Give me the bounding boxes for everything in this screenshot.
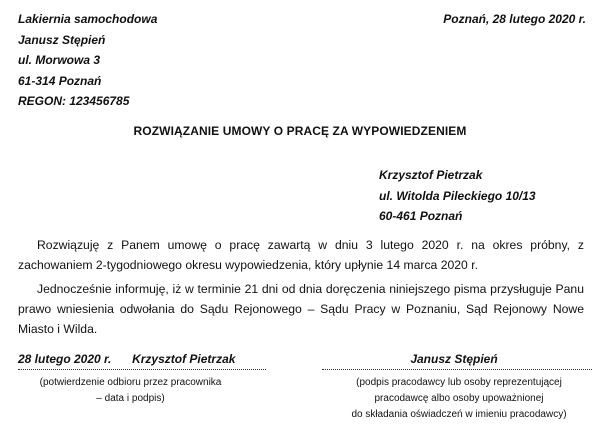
body-paragraph-2: Jednocześnie informuję, iż w terminie 21 dni od dnia doręczenia niniejszego pisma przysługuje Panu prawo wniesienia odwołania do Sądu Rejonowego – Sądu Pracy w Poznaniu, Sąd Rejonowy Nowe Miasto i Wilda. [18, 282, 584, 336]
employee-signature-name: Krzysztof Pietrzak [132, 352, 236, 366]
employer-note-line-3: do składania oświadczeń w imieniu pracodawcy) [351, 409, 567, 420]
sender-regon: REGON: 123456785 [18, 94, 130, 108]
document-title: ROZWIĄZANIE UMOWY O PRACĘ ZA WYPOWIEDZENIEM [133, 124, 467, 138]
employer-note-line-2: pracodawcę albo osoby upoważnionej [374, 393, 544, 404]
employee-signature [18, 352, 235, 366]
employer-note-line-1: (podpis pracodawcy lub osoby reprezentującej [356, 377, 562, 388]
employee-note-line-2: – data i podpis) [96, 393, 165, 404]
place-date: Poznań, 28 lutego 2020 r. [443, 12, 586, 26]
sender-owner: Janusz Stępień [18, 32, 106, 47]
letter-body [18, 235, 584, 343]
employee-signature-note [18, 375, 243, 407]
employee-signature-line [18, 369, 266, 370]
sender-city: 61-314 Poznań [18, 73, 102, 88]
body-paragraph-1: Rozwiązuję z Panem umowę o pracę zawartą w dniu 3 lutego 2020 r. na okres próbny, z zachowaniem 2-tygodniowego okresu wypowiedzenia, który upłynie 14 marca 2020 r. [18, 238, 584, 272]
employer-signature-note [325, 375, 593, 423]
recipient-city: 60-461 Poznań [379, 209, 463, 223]
sender-company: Lakiernia samochodowa [18, 12, 158, 26]
sender-block [18, 9, 157, 112]
employee-note-line-1: (potwierdzenie odbioru przez pracownika [39, 377, 222, 388]
employer-signature-line [322, 369, 592, 370]
employer-signature: Janusz Stępień [410, 352, 498, 366]
recipient-block [379, 165, 536, 227]
recipient-name: Krzysztof Pietrzak [379, 168, 483, 182]
sender-street: ul. Morwowa 3 [18, 53, 101, 67]
employee-signature-date: 28 lutego 2020 r. [18, 352, 112, 366]
recipient-street: ul. Witolda Pileckiego 10/13 [379, 188, 536, 203]
